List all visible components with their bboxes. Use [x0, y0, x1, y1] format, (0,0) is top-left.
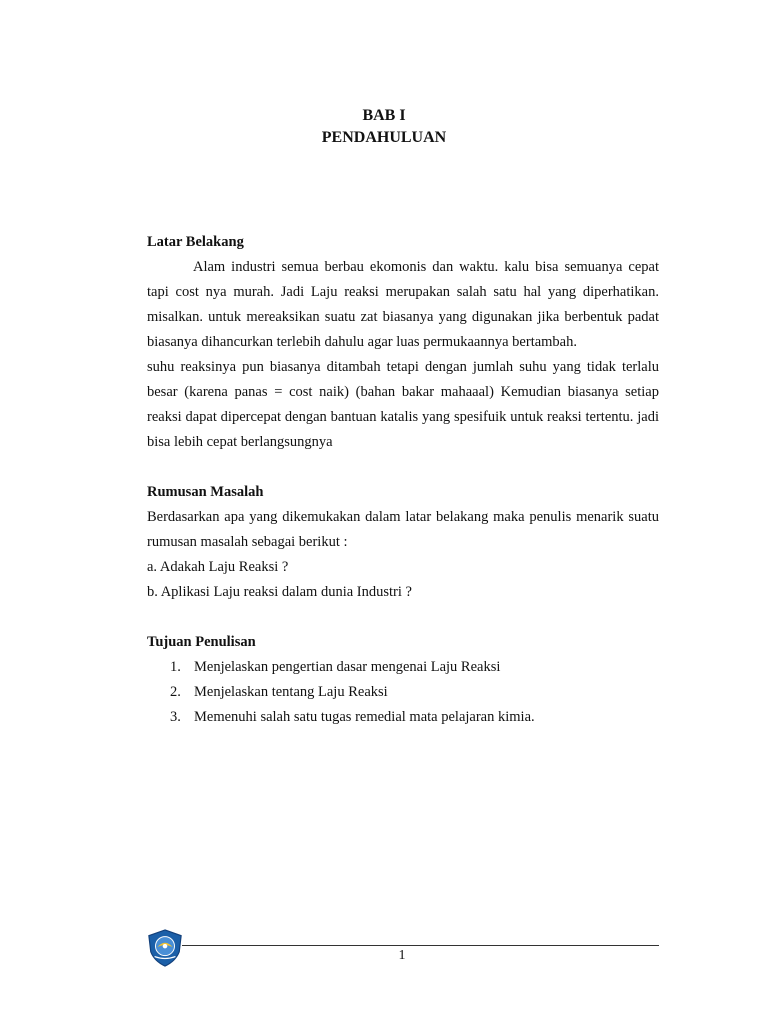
chapter-title: PENDAHULUAN [321, 129, 447, 146]
rumusan-masalah-intro: Berdasarkan apa yang dikemukakan dalam latar belakang maka penulis menarik suatu rumusan masalah sebagai berikut : [147, 509, 659, 550]
latar-belakang-paragraph-2: suhu reaksinya pun biasanya ditambah tetapi dengan jumlah suhu yang tidak terlalu besar (karena panas = cost naik) (bahan bakar mahaaal) Kemudian biasanya setiap reaksi dapat dipercepat dengan bantuan katalis yang spesifuik untuk reaksi tertentu. jadi bisa lebih cepat berlangsungnya [147, 359, 659, 450]
footer-divider [182, 945, 659, 946]
list-item [170, 705, 659, 730]
section-heading-tujuan-penulisan: Tujuan Penulisan [147, 634, 256, 650]
page-number: 1 [398, 948, 406, 963]
list-item-text: Menjelaskan pengertian dasar mengenai Laju Reaksi [194, 659, 501, 675]
list-item [170, 655, 659, 680]
section-rumusan-masalah [147, 480, 659, 605]
section-spacer [147, 605, 659, 630]
rumusan-masalah-item-b: b. Aplikasi Laju reaksi dalam dunia Industri ? [147, 584, 412, 600]
list-item [170, 680, 659, 705]
section-spacer [147, 455, 659, 480]
latar-belakang-paragraph-1: Alam industri semua berbau ekomonis dan waktu. kalu bisa semuanya cepat tapi cost nya murah. Jadi Laju reaksi merupakan salah satu hal yang diperhatikan. misalkan. untuk mereaksikan suatu zat biasanya yang digunakan jika berbentuk padat biasanya dihancurkan terlebih dahulu agar luas permukaannya bertambah. [147, 259, 659, 350]
section-tujuan-penulisan [147, 630, 659, 730]
section-heading-latar-belakang: Latar Belakang [147, 234, 244, 250]
tujuan-list [147, 655, 659, 730]
list-item-text: Memenuhi salah satu tugas remedial mata pelajaran kimia. [194, 709, 535, 725]
section-heading-rumusan-masalah: Rumusan Masalah [147, 484, 264, 500]
list-item-number: 1. [170, 659, 181, 675]
chapter-body [147, 230, 659, 730]
list-item-text: Menjelaskan tentang Laju Reaksi [194, 684, 388, 700]
chapter-number: BAB I [362, 107, 406, 124]
list-item-number: 2. [170, 684, 181, 700]
list-item-number: 3. [170, 709, 181, 725]
school-emblem-icon [146, 929, 184, 967]
rumusan-masalah-item-a: a. Adakah Laju Reaksi ? [147, 559, 289, 575]
section-latar-belakang [147, 230, 659, 455]
